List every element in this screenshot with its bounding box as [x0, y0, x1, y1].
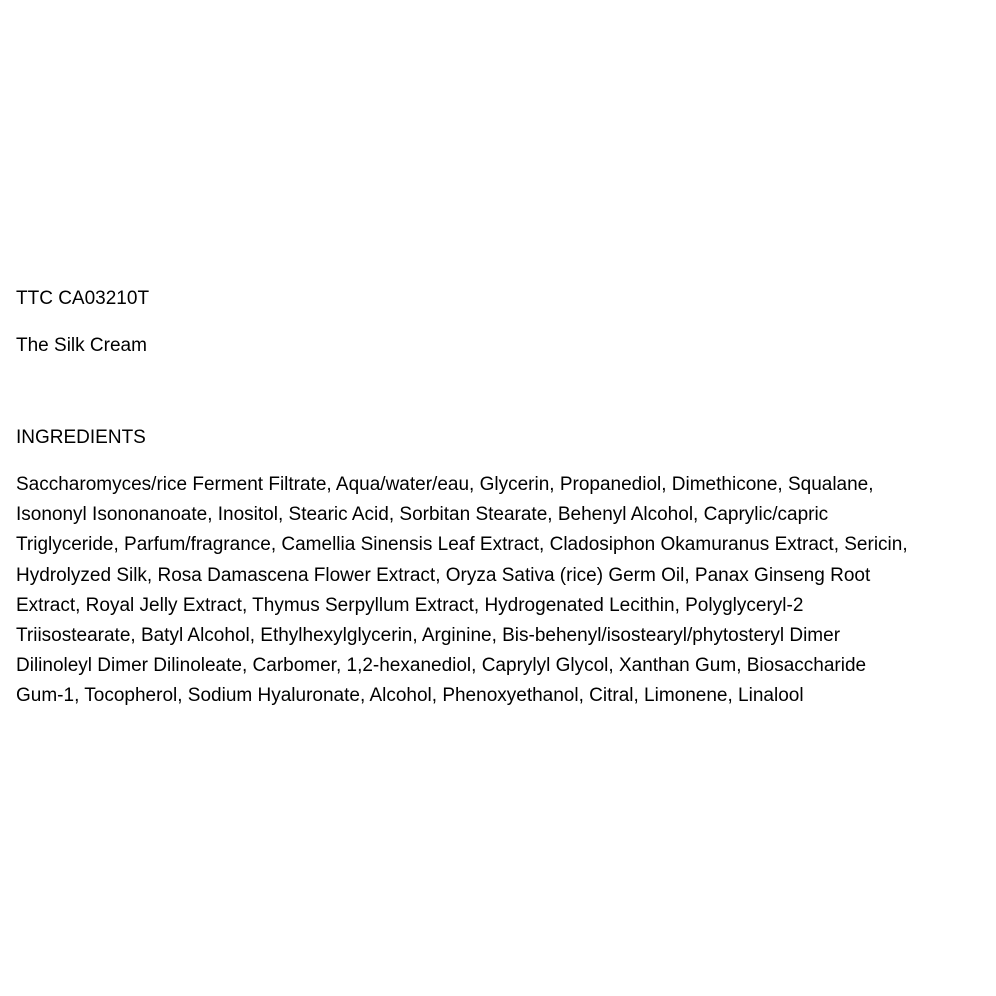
ingredients-line: Gum-1, Tocopherol, Sodium Hyaluronate, Alcohol, Phenoxyethanol, Citral, Limonene, Linalool	[16, 685, 804, 707]
product-name: The Silk Cream	[16, 335, 147, 356]
ingredients-line: Saccharomyces/rice Ferment Filtrate, Aqua/water/eau, Glycerin, Propanediol, Dimethicone, Squalane,	[16, 474, 874, 495]
ingredients-line: Extract, Royal Jelly Extract, Thymus Serpyllum Extract, Hydrogenated Lecithin, Polyglyceryl-2	[16, 594, 804, 616]
ingredients-line: Isononyl Isononanoate, Inositol, Stearic Acid, Sorbitan Stearate, Behenyl Alcohol, Caprylic/capric	[16, 504, 829, 526]
ingredients-line: Hydrolyzed Silk, Rosa Damascena Flower Extract, Oryza Sativa (rice) Germ Oil, Panax Ginseng Root	[16, 564, 871, 586]
ingredients-line: Triglyceride, Parfum/fragrance, Camellia Sinensis Leaf Extract, Cladosiphon Okamuranus Extract, Sericin,	[16, 534, 908, 556]
document-body	[16, 284, 988, 712]
ingredients-heading: INGREDIENTS	[16, 427, 146, 448]
product-code: TTC CA03210T	[16, 288, 150, 309]
ingredients-line: Dilinoleyl Dimer Dilinoleate, Carbomer, 1,2-hexanediol, Caprylyl Glycol, Xanthan Gum, Biosaccharide	[16, 655, 867, 677]
ingredients-line: Triisostearate, Batyl Alcohol, Ethylhexylglycerin, Arginine, Bis-behenyl/isostearyl/phytosteryl Dimer	[16, 625, 841, 647]
ingredients-list	[16, 470, 988, 712]
